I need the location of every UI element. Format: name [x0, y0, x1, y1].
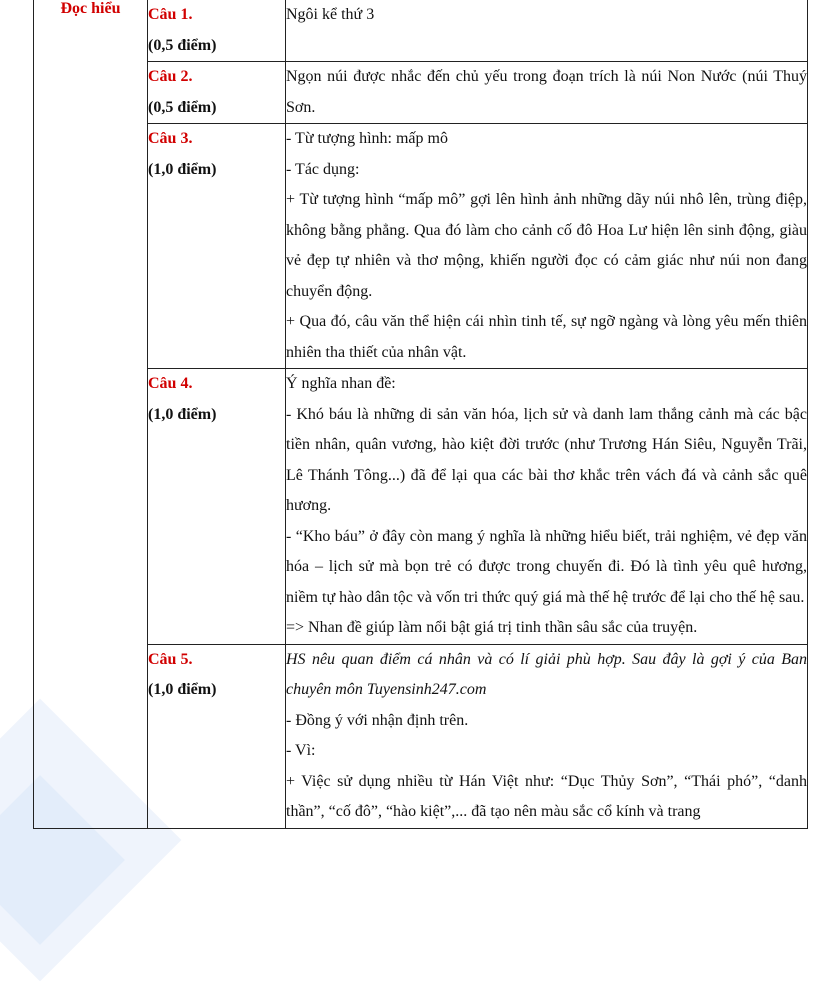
answer-cell: [286, 62, 808, 124]
question-row: [34, 62, 808, 124]
answer-cell: [286, 124, 808, 369]
answer-paragraph: - Đồng ý với nhận định trên.: [286, 711, 469, 729]
answer-paragraph: - Tác dụng:: [286, 160, 360, 178]
question-number: Câu 4.: [148, 375, 193, 392]
answer-key-table: [33, 0, 808, 829]
question-cell: [148, 644, 286, 828]
question-points: (1,0 điểm): [148, 160, 217, 178]
question-number: Câu 2.: [148, 68, 193, 85]
answer-paragraph: HS nêu quan điểm cá nhân và có lí giải phù hợp. Sau đây là gợi ý của Ban chuyên môn Tuyensinh247.com: [286, 650, 807, 698]
question-row: [34, 124, 808, 369]
question-cell: [148, 369, 286, 645]
question-points: (1,0 điểm): [148, 681, 217, 698]
answer-paragraph: + Việc sử dụng nhiều từ Hán Việt như: “Dục Thủy Sơn”, “Thái phó”, “danh thần”, “cố đô”, “hào kiệt”,... đã tạo nên màu sắc cổ kính và trang: [286, 772, 807, 820]
question-points: (0,5 điểm): [148, 36, 217, 54]
question-cell: [148, 124, 286, 369]
answer-paragraph: + Từ tượng hình “mấp mô” gợi lên hình ảnh những dãy núi nhô lên, trùng điệp, không bằng phẳng. Qua đó làm cho cảnh cố đô Hoa Lư hiện lên sinh động, giàu vẻ đẹp tự nhiên và thơ mộng, khiến người đọc có cảm giác như núi non đang chuyển động.: [286, 191, 807, 300]
answer-paragraph: - Từ tượng hình: mấp mô: [286, 130, 448, 147]
answer-paragraph: => Nhan đề giúp làm nổi bật giá trị tinh thần sâu sắc của truyện.: [286, 619, 698, 636]
question-row: [34, 0, 808, 62]
question-cell: [148, 62, 286, 124]
question-cell: [148, 0, 286, 62]
question-row: [34, 369, 808, 645]
answer-cell: [286, 644, 808, 828]
answer-paragraph: - Khó báu là những di sản văn hóa, lịch sử và danh lam thắng cảnh mà các bậc tiền nhân, quân vương, hào kiệt đời trước (như Trương Hán Siêu, Nguyễn Trãi, Lê Thánh Tông...) đã để lại qua các bài thơ khắc trên vách đá và cảnh sắc quê hương.: [286, 405, 807, 514]
question-points: (1,0 điểm): [148, 405, 217, 423]
answer-cell: [286, 369, 808, 645]
question-number: Câu 3.: [148, 130, 193, 147]
question-number: Câu 5.: [148, 650, 193, 668]
answer-paragraph: - Vì:: [286, 742, 316, 759]
answer-paragraph: - “Kho báu” ở đây còn mang ý nghĩa là những hiểu biết, trải nghiệm, vẻ đẹp văn hóa – lịch sử mà bọn trẻ có được trong chuyến đi. Đó là tình yêu quê hương, niềm tự hào dân tộc và vốn tri thức quý giá mà thế hệ trước để lại cho thế hệ sau.: [286, 527, 807, 606]
question-points: (0,5 điểm): [148, 98, 217, 116]
answer-paragraph: + Qua đó, câu văn thể hiện cái nhìn tinh tế, sự ngỡ ngàng và lòng yêu mến thiên nhiên tha thiết của nhân vật.: [286, 313, 807, 361]
answer-paragraph: Ngọn núi được nhắc đến chủ yếu trong đoạn trích là núi Non Nước (núi Thuý Sơn.: [286, 68, 807, 116]
answer-cell: [286, 0, 808, 62]
question-number: Câu 1.: [148, 6, 193, 23]
answer-paragraph: Ngôi kể thứ 3: [286, 6, 375, 23]
answer-paragraph: Ý nghĩa nhan đề:: [286, 375, 396, 392]
question-row: [34, 644, 808, 828]
section-label: Đọc hiểu: [34, 0, 148, 828]
